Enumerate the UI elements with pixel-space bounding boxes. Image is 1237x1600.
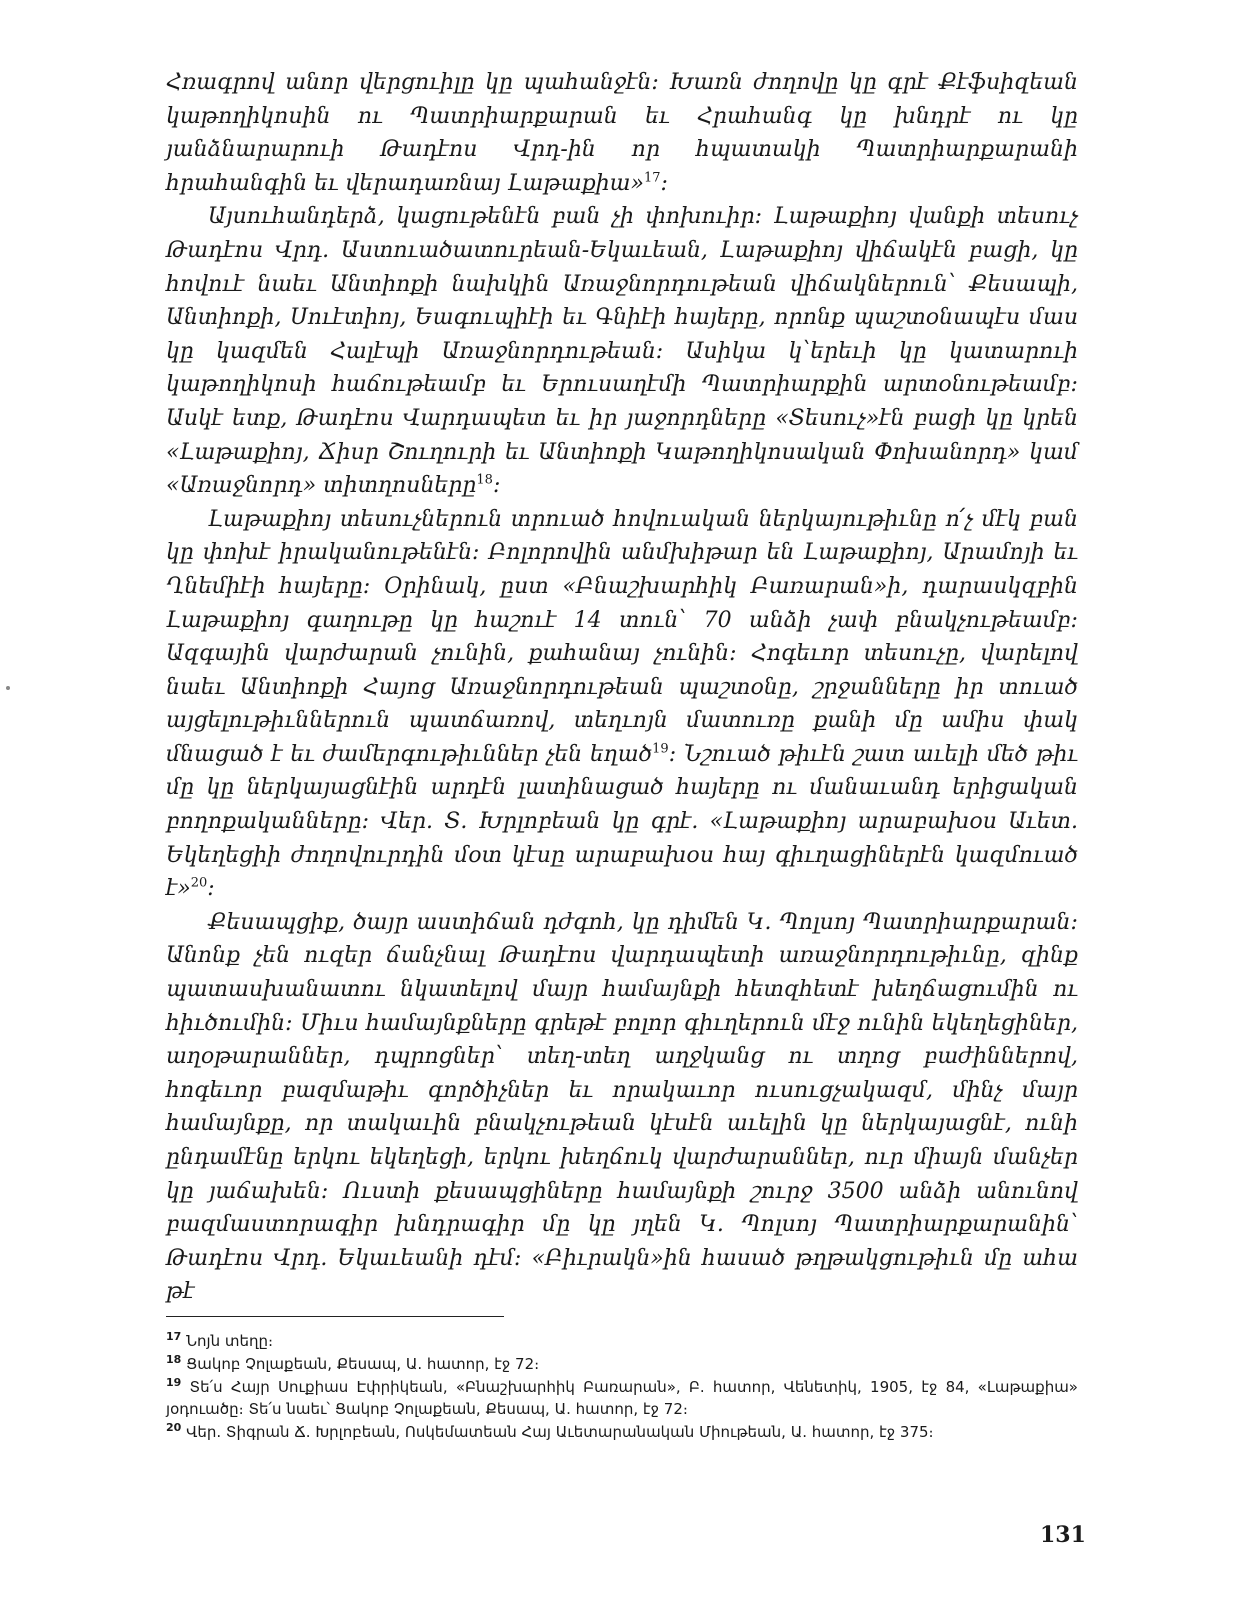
paragraph-text: Այսուհանդերձ, կացութենէն բան չի փոխուիր։ Լաթաքիոյ վանքի տեսուչ Թադէոս Վրդ. Աստուածատուրեան-Եկաւեան, Լաթաքիոյ վիճակէն բացի, կը հովուէ նաեւ Անտիոքի նախկին Առաջնորդութեան վիճակներուն՝ Քեսապի, Անտիոքի, Սուէտիոյ, Եագուպիէի եւ Գնիէի հայերը, որոնք պաշտօնապէս մաս կը կազմեն Հալէպի Առաջնորդութեան։ Ասիկա կ՝երեւի կը կատարուի կաթողիկոսի հաճութեամբ եւ Երուսաղէմի Պատրիարքին արտօնութեամբ։ Ասկէ ետք, Թադէոս Վարդապետ եւ իր յաջորդները «Տեսուչ»էն բացի կը կրեն «Լաթաքիոյ, Ճիսր Շուղուրի եւ Անտիոքի Կաթողիկոսական Փոխանորդ» կամ «Առաջնորդ» տիտղոսները bbox=[166, 204, 1078, 499]
footnote-number: 18 bbox=[166, 1353, 182, 1366]
body-text bbox=[166, 66, 1078, 1309]
paragraph-text: Քեսապցիք, ծայր աստիճան դժգոհ, կը դիմեն Կ. Պոլսոյ Պատրիարքարան։ Անոնք չեն ուզեր ճանչնալ Թադէոս վարդապետի առաջնորդութիւնը, զինք պատասխանատու նկատելով մայր համայնքի հետզհետէ խեղճացումին ու հիւծումին։ Միւս համայնքները գրեթէ բոլոր գիւղերուն մէջ ունին եկեղեցիներ, աղօթարաններ, դպրոցներ՝ տեղ-տեղ աղջկանց ու տղոց բաժիններով, հոգեւոր բազմաթիւ գործիչներ եւ որակաւոր ուսուցչակազմ, մինչ մայր համայնքը, որ տակաւին բնակչութեան կէսէն աւելին կը ներկայացնէ, ունի ընդամէնը երկու եկեղեցի, երկու խեղճուկ վարժարաններ, ուր միայն մանչեր կը յաճախեն։ Ուստի քեսապցիները համայնքի շուրջ 3500 անձի անունով բազմաստորագիր խնդրագիր մը կը յղեն Կ. Պոլսոյ Պատրիարքարանին՝ Թադէոս Վրդ. Եկաւեանի դէմ։ «Բիւրակն»ին հասած թղթակցութիւն մը ահա թէ bbox=[166, 909, 1078, 1305]
footnote-text: Ցակոբ Չոլաքեան, Քեսապ, Ա. հատոր, էջ 72։ bbox=[181, 1355, 540, 1373]
footnotes bbox=[166, 1330, 1078, 1444]
paragraph-text: : bbox=[492, 473, 501, 499]
page-number: 131 bbox=[1040, 1522, 1086, 1548]
footnote-text: Վեր. Տիգրան Ճ. Խրլոբեան, Ոսկեմատեան Հայ Աւետարանական Միութեան, Ա. հատոր, էջ 375։ bbox=[181, 1423, 934, 1441]
footnote-ref: 19 bbox=[652, 741, 669, 757]
footnote-ref: 18 bbox=[476, 472, 493, 488]
footnote-ref: 20 bbox=[190, 875, 208, 891]
footnote-number: 19 bbox=[166, 1376, 182, 1389]
scan-speck bbox=[6, 686, 10, 690]
footnote bbox=[166, 1421, 1078, 1443]
footnote-text: Նոյն տեղը։ bbox=[181, 1332, 274, 1350]
footnote bbox=[166, 1353, 1078, 1375]
paragraph bbox=[166, 906, 1078, 1309]
footnote-number: 17 bbox=[166, 1330, 182, 1343]
footnote-text: Տե՛ս Հայր Սուքիաս Էփրիկեան, «Բնաշխարհիկ Բառարան», Բ. հատոր, Վենետիկ, 1905, էջ 84, «Լաթաքիա» յօդուածը։ Տե՛ս նաեւ՝ Ցակոբ Չոլաքեան, Քեսապ, Ա. հատոր, էջ 72։ bbox=[166, 1378, 1078, 1418]
footnote-number: 20 bbox=[166, 1421, 182, 1434]
paragraph-text: Հռագրով անոր վերցուիլը կը պահանջէն։ Խառն ժողովը կը գրէ Քէֆսիզեան կաթողիկոսին ու Պատրիարքարան եւ Հրահանգ կը խնդրէ ու կը յանձնարարուի Թադէոս Վրդ-ին որ հպատակի Պատրիարքարանի հրահանգին եւ վերադառնայ Լաթաքիա» bbox=[166, 70, 1078, 196]
paragraph-text: : bbox=[207, 876, 215, 902]
footnote-separator bbox=[166, 1316, 504, 1317]
paragraph-text: ։ Նշուած թիւէն շատ աւելի մեծ թիւ մը կը ներկայացնէին արդէն լատինացած հայերը ու մանաւանդ երիցական բողոքականները։ Վեր. Տ. Խրլոբեան կը գրէ. «Լաթաքիոյ արաբախօս Աւետ. Եկեղեցիի ժողովուրդին մօտ կէսը արաբախօս հայ գիւղացիներէն կազմուած է» bbox=[166, 741, 1078, 902]
paragraph-text: : bbox=[660, 170, 668, 196]
paragraph-text: Լաթաքիոյ տեսուչներուն տրուած հովուական ներկայութիւնը ո՛չ մէկ բան կը փոխէ իրականութենէն։ Բոլորովին անմխիթար են Լաթաքիոյ, Արամոյի եւ Ղնեմիէի հայերը։ Օրինակ, ըստ «Բնաշխարհիկ Բառարան»ի, դարասկզբին Լաթաքիոյ գաղութը կը հաշուէ 14 տուն՝ 70 անձի չափ բնակչութեամբ։ Ազգային վարժարան չունին, քահանայ չունին։ Հոգեւոր տեսուչը, վարելով նաեւ Անտիոքի Հայոց Առաջնորդութեան պաշտօնը, շրջանները իր տուած այցելութիւններուն պատճառով, տեղւոյն մատուռը քանի մը ամիս փակ մնացած է եւ ժամերգութիւններ չեն եղած bbox=[166, 506, 1078, 767]
footnote bbox=[166, 1376, 1078, 1420]
paragraph bbox=[166, 503, 1078, 906]
paragraph bbox=[166, 200, 1078, 502]
footnote bbox=[166, 1330, 1078, 1352]
paragraph bbox=[166, 66, 1078, 200]
footnote-ref: 17 bbox=[643, 170, 661, 186]
